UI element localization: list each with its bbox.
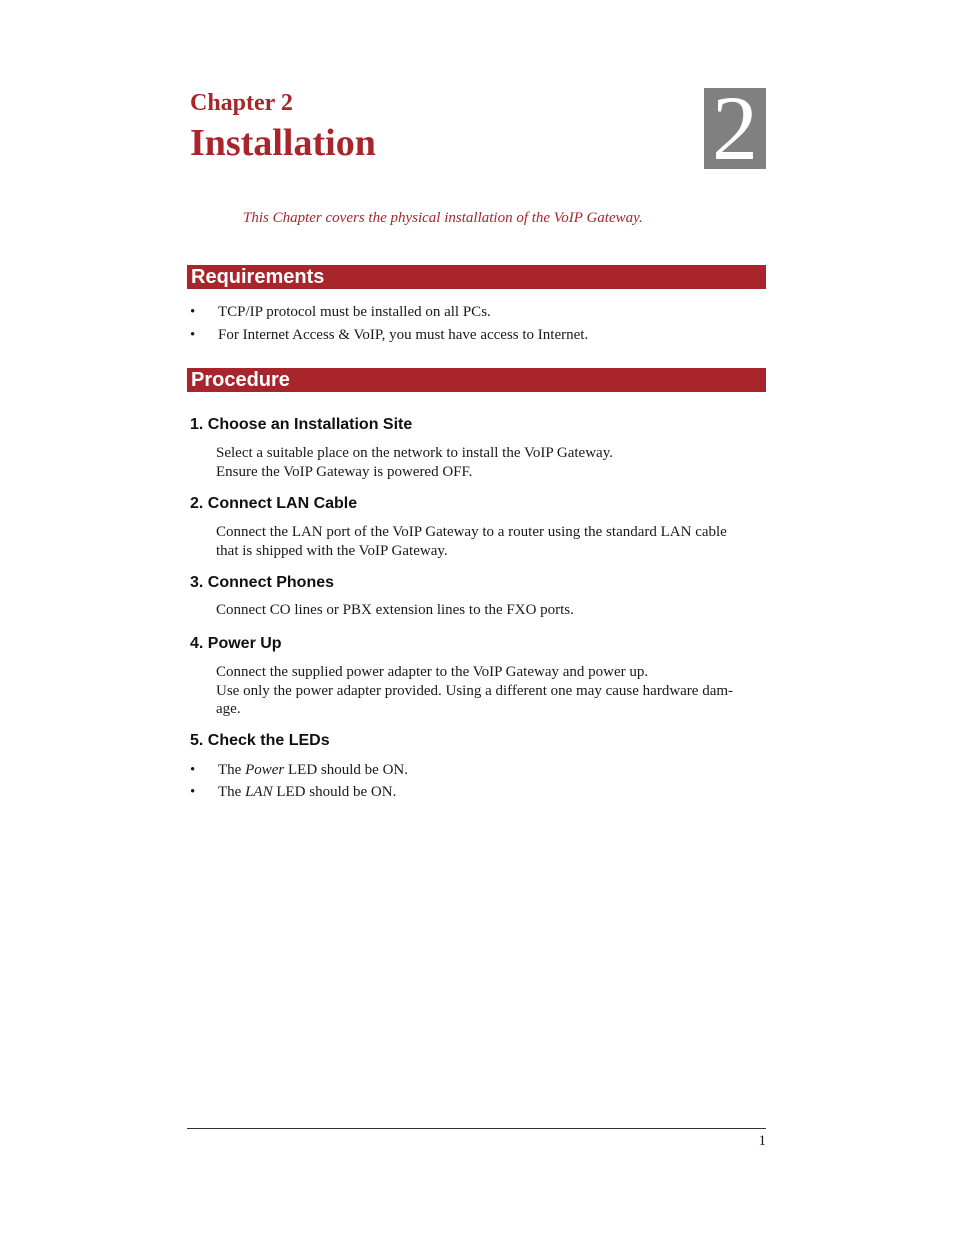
- step-heading: 5. Check the LEDs: [190, 732, 330, 749]
- section-bar-procedure: [187, 368, 766, 392]
- step-text: age.: [216, 701, 241, 717]
- page-number: 1: [758, 1133, 766, 1149]
- step-text: Connect the LAN port of the VoIP Gateway to a router using the standard LAN cable: [216, 524, 727, 540]
- section-title: Procedure: [191, 369, 290, 391]
- list-item-text: The Power LED should be ON.: [218, 762, 408, 778]
- bullet-icon: •: [190, 762, 196, 778]
- step-heading: 4. Power Up: [190, 635, 282, 652]
- chapter-number-box: [704, 77, 766, 179]
- chapter-title: Installation: [190, 122, 376, 164]
- step-text: Ensure the VoIP Gateway is powered OFF.: [216, 463, 473, 480]
- chapter-intro: This Chapter covers the physical installation of the VoIP Gateway.: [243, 210, 643, 226]
- step-heading: 1. Choose an Installation Site: [190, 416, 413, 433]
- section-title: Requirements: [191, 266, 325, 288]
- chapter-number: 2: [712, 77, 758, 179]
- step-text: Connect the supplied power adapter to the VoIP Gateway and power up.: [216, 664, 649, 680]
- led-name: Power: [245, 762, 285, 778]
- footer-rule: [187, 1128, 766, 1129]
- step-heading: 2. Connect LAN Cable: [190, 495, 358, 512]
- step-text: Connect CO lines or PBX extension lines to the FXO ports.: [216, 602, 574, 618]
- bullet-icon: •: [190, 304, 196, 320]
- step-text: that is shipped with the VoIP Gateway.: [216, 542, 448, 559]
- bullet-icon: •: [190, 784, 196, 800]
- step-text: Select a suitable place on the network to install the VoIP Gateway.: [216, 445, 613, 461]
- step-text: Use only the power adapter provided. Using a different one may cause hardware dam-: [216, 682, 734, 699]
- section-bar-requirements: [187, 265, 766, 289]
- step-heading: 3. Connect Phones: [190, 574, 335, 591]
- list-item-text: The LAN LED should be ON.: [218, 784, 397, 800]
- led-name: LAN: [245, 784, 273, 800]
- bullet-icon: •: [190, 327, 196, 343]
- list-item-text: TCP/IP protocol must be installed on all PCs.: [218, 304, 491, 320]
- list-item-text: For Internet Access & VoIP, you must have access to Internet.: [218, 327, 589, 343]
- chapter-label: Chapter 2: [190, 90, 293, 116]
